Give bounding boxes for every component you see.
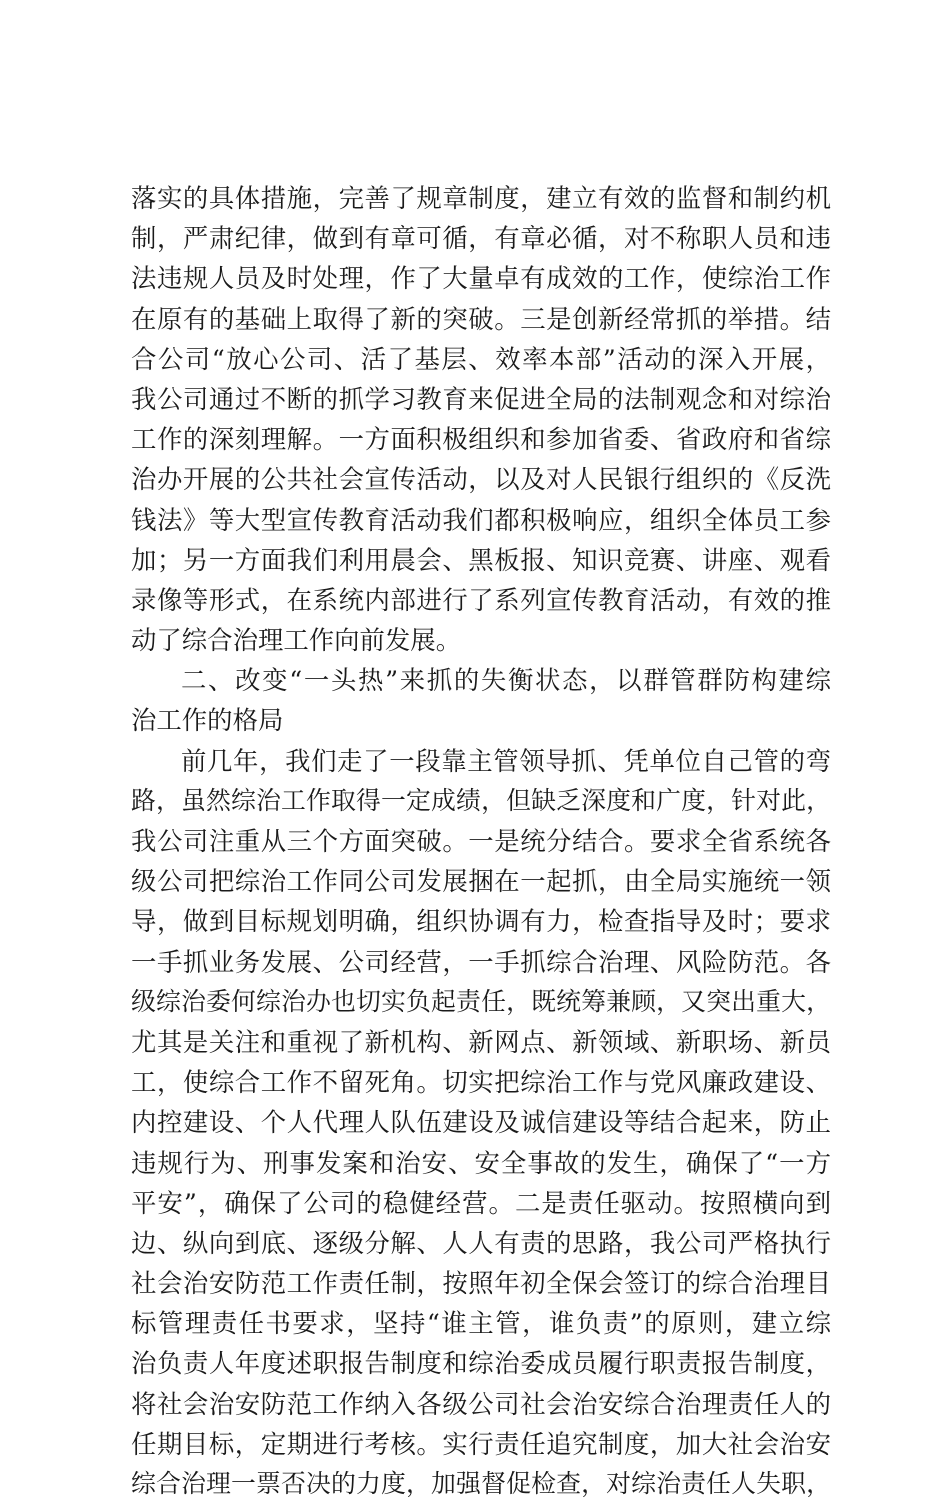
text-line: 落实的具体措施，完善了规章制度，建立有效的监督和制约机 [131, 183, 831, 213]
text-line: 制，严肃纪律，做到有章可循，有章必循，对不称职人员和违 [131, 223, 831, 254]
text-line: 综合治理一票否决的力度，加强督促检查，对综治责任人失职， [131, 1469, 831, 1498]
text-line: 一手抓业务发展、公司经营，一手抓综合治理、风险防范。各 [131, 946, 831, 977]
text-line: 路，虽然综治工作取得一定成绩，但缺乏深度和广度，针对此， [131, 785, 831, 815]
document-body [131, 178, 831, 1504]
text-line: 将社会治安防范工作纳入各级公司社会治安综合治理责任人的 [131, 1388, 831, 1419]
text-line: 法违规人员及时处理，作了大量卓有成效的工作，使综治工作 [131, 263, 831, 294]
text-line: 社会治安防范工作责任制，按照年初全保会签订的综合治理目 [131, 1268, 831, 1299]
text-line: 级公司把综治工作同公司发展捆在一起抓，由全局实施统一领 [131, 866, 831, 897]
text-line: 工作的深刻理解。一方面积极组织和参加省委、省政府和省综 [131, 424, 831, 455]
text-line: 治负责人年度述职报告制度和综治委成员履行职责报告制度， [131, 1348, 831, 1379]
text-line: 边、纵向到底、逐级分解、人人有责的思路，我公司严格执行 [131, 1227, 831, 1258]
text-line: 内控建设、个人代理人队伍建设及诚信建设等结合起来，防止 [131, 1107, 831, 1138]
text-line: 工，使综合工作不留死角。切实把综治工作与党风廉政建设、 [131, 1067, 831, 1098]
text-line: 合公司“放心公司、活了基层、效率本部”活动的深入开展， [131, 343, 831, 374]
text-line: 录像等形式，在系统内部进行了系列宣传教育活动，有效的推 [131, 584, 831, 615]
text-line: 治办开展的公共社会宣传活动，以及对人民银行组织的《反洗 [131, 464, 831, 495]
text-line: 我公司注重从三个方面突破。一是统分结合。要求全省系统各 [131, 826, 831, 856]
text-line: 前几年，我们走了一段靠主管领导抓、凭单位自己管的弯 [181, 745, 831, 776]
text-line: 二、改变“一头热”来抓的失衡状态，以群管群防构建综 [181, 665, 831, 696]
text-line: 动了综合治理工作向前发展。 [131, 625, 462, 656]
text-line: 任期目标，定期进行考核。实行责任追究制度，加大社会治安 [131, 1428, 831, 1459]
text-line: 治工作的格局 [131, 705, 284, 736]
text-line: 加；另一方面我们利用晨会、黑板报、知识竞赛、讲座、观看 [131, 544, 831, 575]
text-line: 违规行为、刑事发案和治安、安全事故的发生，确保了“一方 [131, 1147, 831, 1178]
text-line: 标管理责任书要求，坚持“谁主管，谁负责”的原则，建立综 [131, 1308, 831, 1339]
text-line: 导，做到目标规划明确，组织协调有力，检查指导及时；要求 [131, 906, 831, 937]
text-line: 平安”，确保了公司的稳健经营。二是责任驱动。按照横向到 [131, 1187, 831, 1218]
text-line: 我公司通过不断的抓学习教育来促进全局的法制观念和对综治 [131, 383, 831, 414]
text-line: 级综治委何综治办也切实负起责任，既统筹兼顾，又突出重大， [131, 986, 831, 1016]
text-line: 在原有的基础上取得了新的突破。三是创新经常抓的举措。结 [131, 303, 831, 334]
text-line: 钱法》等大型宣传教育活动我们都积极响应，组织全体员工参 [131, 504, 831, 535]
text-line: 尤其是关注和重视了新机构、新网点、新领域、新职场、新员 [131, 1026, 831, 1057]
